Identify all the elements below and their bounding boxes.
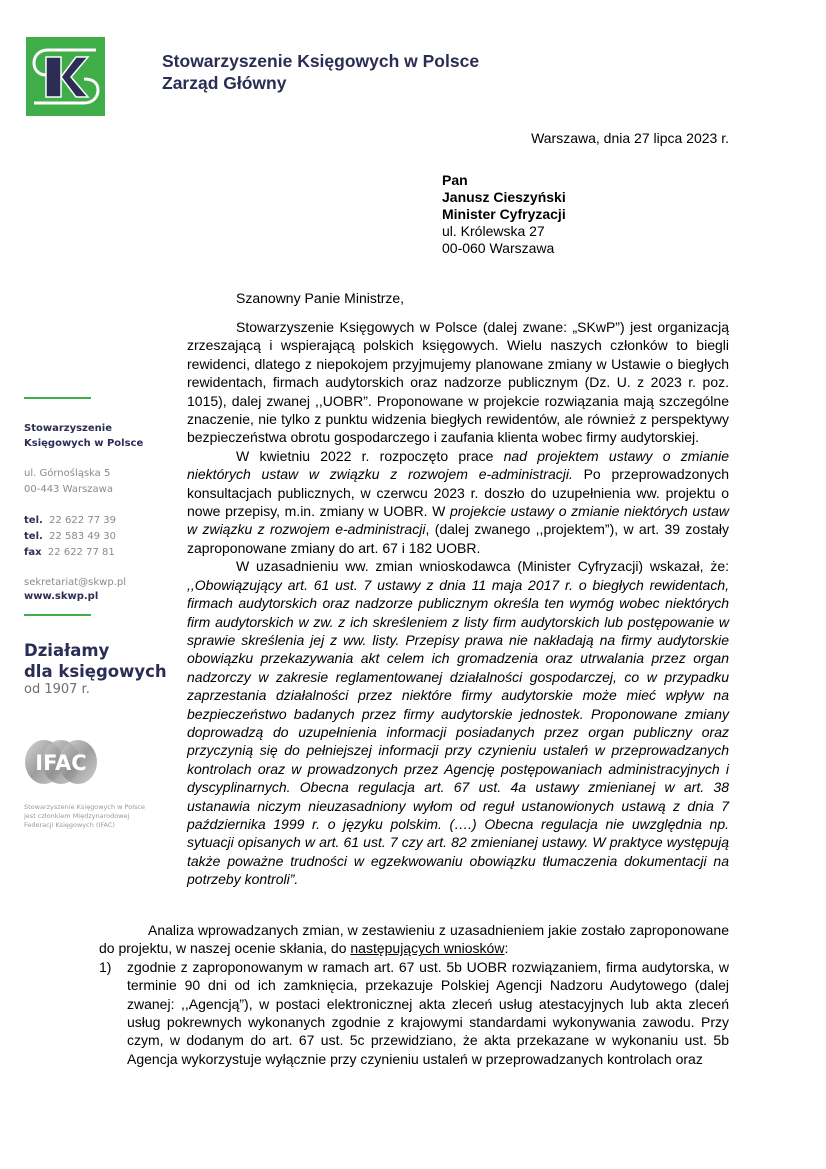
- p2-italic: nad projektem ustawy o zmianie niektórych ustaw w związku z rozwojem e-administracji.: [187, 447, 729, 483]
- slogan-line: dla księgowych: [24, 662, 167, 681]
- contact-value: 22 622 77 39: [49, 515, 116, 526]
- org-name: Stowarzyszenie Księgowych w Polsce: [162, 51, 480, 71]
- recipient-city: 00-060 Warszawa: [442, 240, 555, 256]
- ifac-logo-icon: [24, 737, 99, 787]
- list-item: [99, 958, 729, 1068]
- sidebar-website[interactable]: www.skwp.pl: [24, 591, 99, 602]
- sidebar-contacts: [24, 513, 174, 561]
- org-title: [162, 50, 479, 94]
- org-division: Zarząd Główny: [162, 73, 287, 93]
- contact-value: 22 583 49 30: [49, 531, 116, 542]
- contact-label: fax: [24, 547, 42, 558]
- list-text: zgodnie z zaproponowanym w ramach art. 67 ust. 5b UOBR rozwiązaniem, firma audytorska, w terminie 90 dni od ich zamknięcia, przekazuje Polskiej Agencji Nadzoru Audytowego (dalej zwanej: ,,Agencją”), w postaci elektronicznej akta zleceń usług atestacyjnych lub akta zleceń usług pokrewnych wykonanych zgodnie z krajowymi standardami wykonywania zawodu. Przy czym, w dodanym do art. 67 ust. 5c przewidziano, że akta przekazane w wykonaniu ust. 5b Agencja wykorzystuje wyłącznie przy czynieniu ustaleń w przeprowadzanych kontrolach oraz: [127, 958, 729, 1067]
- p3-quote: ,,Obowiązujący art. 61 ust. 7 ustawy z dnia 11 maja 2017 r. o biegłych rewidentach, firmach audytorskich oraz nadzorze publicznym określa ten wymóg wobec niektórych firm audytorskich w zw. z ich skreśleniem z listy firm audytorskich lub postępowanie w sprawie skreślenia jej z ww. listy. Przepisy prawa nie nakładają na firmy audytorskie obowiązku przekazywania akt celem ich gromadzenia oraz utrwalania przez organ nadzorczy w zakresie reglamentowanej działalności gospodarczej, co w przypadku zaprzestania działalności przez niektóre firmy audytorskie może mieć wpływ na bezpieczeństwo badanych przez firmy audytorskie jednostek. Proponowane zmiany doprowadzą do uzupełnienia informacji posiadanych przez organ publiczny oraz przyczynią się do pełniejszej informacji przy czynieniu ustaleń w przeprowadzanych kontrolach oraz w prowadzonych przez Agencję postępowaniach administracyjnych i dyscyplinarnych. Obecna regulacja art. 67 ust. 4a ustawy zmienianej w art. 38 ustanawia niczym nieuzasadniony wyłom od reguł ustanowionych ustawą z dnia 7 października 1999 r. o języku polskim. (….) Obecna regulacja nie uwzględnia np. sytuacji opisanych w art. 61 ust. 7 czy art. 82 zmienianej ustawy. W praktyce występują także poważne trudności w egzekwowaniu obowiązku tłumaczenia dokumentacji na potrzeby kontroli”.: [187, 576, 729, 888]
- ifac-note-line: jest członkiem Międzynarodowej: [24, 812, 130, 820]
- contact-value: 22 622 77 81: [47, 547, 115, 558]
- ifac-note-line: Stowarzyszenie Księgowych w Polsce: [24, 803, 145, 811]
- paragraph-2: [187, 447, 729, 557]
- recipient-salutation: Pan: [442, 172, 468, 188]
- p2-text: W kwietniu 2022 r. rozpoczęto prace: [236, 447, 504, 464]
- skwp-logo: [26, 37, 105, 116]
- contact-row: [24, 545, 174, 561]
- greeting: Szanowny Panie Ministrze,: [236, 290, 405, 306]
- skwp-logo-icon: [26, 37, 105, 116]
- address-line: ul. Górnośląska 5: [24, 468, 111, 479]
- recipient-name: Janusz Cieszyński: [442, 189, 566, 205]
- sidebar-email[interactable]: sekretariat@skwp.pl: [24, 577, 127, 588]
- since-year: od 1907 r.: [24, 682, 90, 697]
- contact-label: tel.: [24, 515, 43, 526]
- ifac-note-line: Federacji Księgowych (IFAC): [24, 821, 115, 829]
- analysis-underlined: następujących wniosków: [350, 940, 505, 957]
- slogan: [24, 640, 174, 682]
- letter-date: Warszawa, dnia 27 lipca 2023 r.: [531, 130, 729, 146]
- sidebar-address: [24, 466, 174, 498]
- recipient-block: [442, 172, 566, 257]
- letter-body: [187, 318, 729, 889]
- sidebar: [24, 397, 174, 830]
- slogan-line: Działamy: [24, 641, 110, 660]
- contact-label: tel.: [24, 531, 43, 542]
- divider: [24, 397, 91, 399]
- ifac-text: IFAC: [35, 751, 87, 775]
- contact-row: [24, 529, 174, 545]
- paragraph-1: Stowarzyszenie Księgowych w Polsce (dalej zwane: „SKwP”) jest organizacją zrzeszającą i wspierającą polskich księgowych. Wielu naszych członków to biegli rewidenci, dlatego z niepokojem przyjmujemy planowane zmiany w Ustawie o biegłych rewidentach, firmach audytorskich oraz nadzorze publicznym (Dz. U. z 2023 r. poz. 1015), dalej zwanej ,,UOBR”. Proponowane w projekcie rozwiązania mają szczególne znaczenie, nie tylko z punktu widzenia biegłych rewidentów, ale również z perspektywy bezpieczeństwa obrotu gospodarczego i zaufania klienta wobec firmy audytorskiej.: [187, 319, 729, 446]
- recipient-street: ul. Królewska 27: [442, 223, 545, 239]
- p2-text: , (dalej zwanego ,,projektem”), w art. 39 zostały zaproponowane zmiany do art. 67 i 182 UOBR.: [187, 521, 729, 556]
- sidebar-org: [24, 421, 174, 451]
- paragraph-3: [187, 557, 729, 888]
- list-number: 1): [99, 958, 112, 975]
- analysis-section: [99, 921, 729, 1068]
- p2-italic: projekcie ustawy o zmianie niektórych ustaw w związku z rozwojem e-administracji: [187, 503, 729, 538]
- ifac-membership-note: [24, 803, 174, 830]
- analysis-text: :: [504, 940, 509, 957]
- recipient-title: Minister Cyfryzacji: [442, 206, 566, 222]
- address-line: 00-443 Warszawa: [24, 484, 113, 495]
- sidebar-org-line: Księgowych w Polsce: [24, 438, 144, 449]
- sidebar-org-line: Stowarzyszenie: [24, 423, 112, 434]
- analysis-text: Analiza wprowadzanych zmian, w zestawieniu z uzasadnieniem jakie zostało zaproponowane do projektu, w naszej ocenie skłania, do: [99, 922, 729, 957]
- analysis-intro: [99, 921, 729, 958]
- p3-text: W uzasadnieniu ww. zmian wnioskodawca (Minister Cyfryzacji) wskazał, że:: [236, 558, 729, 575]
- ifac-logo: [24, 737, 99, 787]
- p2-text: Po przeprowadzonych konsultacjach publicznych, w czerwcu 2023 r. doszło do uzupełnienia ww. projektu o nowe przepisy, m.in. zmiany w UOBR. W: [187, 466, 729, 520]
- contact-row: [24, 513, 174, 529]
- divider: [24, 614, 91, 616]
